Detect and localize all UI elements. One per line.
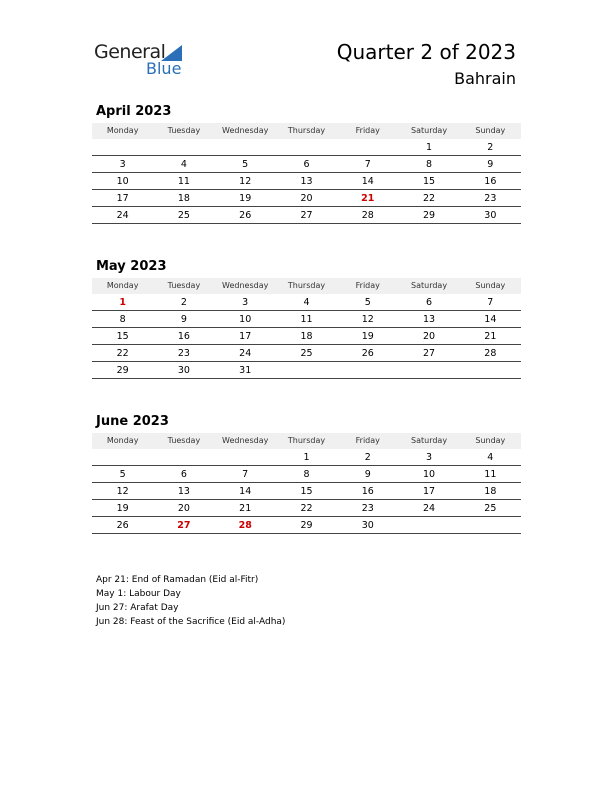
day-cell: 6 <box>303 159 310 170</box>
week-row <box>92 345 521 362</box>
day-cell: 23 <box>484 193 497 204</box>
day-cell: 19 <box>116 503 129 514</box>
day-cell: 19 <box>361 331 374 342</box>
holiday-notes <box>96 573 285 629</box>
day-cell: 3 <box>426 452 433 463</box>
day-cell <box>398 362 459 378</box>
day-cell: 23 <box>361 503 374 514</box>
month-title: May 2023 <box>96 259 167 274</box>
day-cell: 26 <box>361 348 374 359</box>
week-row <box>92 517 521 534</box>
day-cell: 14 <box>484 314 497 325</box>
day-cell: 15 <box>116 331 129 342</box>
day-cell: 12 <box>116 486 129 497</box>
month-title: April 2023 <box>96 104 172 119</box>
weekday-label: Thursday <box>287 436 326 445</box>
day-cell: 6 <box>426 297 433 308</box>
day-cell: 5 <box>242 159 249 170</box>
holiday-note: Jun 28: Feast of the Sacrifice (Eid al-Adha) <box>96 617 286 627</box>
day-cell: 13 <box>423 314 436 325</box>
day-cell: 15 <box>423 176 436 187</box>
page-title: Quarter 2 of 2023 <box>336 40 516 64</box>
day-cell: 25 <box>484 503 497 514</box>
month-april <box>92 103 521 224</box>
day-cell: 30 <box>484 210 497 221</box>
weekday-label: Tuesday <box>167 436 201 445</box>
day-cell: 18 <box>177 193 190 204</box>
day-cell: 3 <box>242 297 249 308</box>
day-cell <box>92 449 153 465</box>
day-cell: 17 <box>116 193 129 204</box>
day-cell: 21 <box>484 331 497 342</box>
week-row <box>92 156 521 173</box>
weekday-header-row <box>92 123 521 139</box>
weekday-label: Wednesday <box>222 436 269 445</box>
month-may <box>92 258 521 379</box>
week-row <box>92 311 521 328</box>
weekday-label: Wednesday <box>222 126 269 135</box>
day-cell: 22 <box>423 193 436 204</box>
day-cell <box>460 517 521 533</box>
weekday-label: Sunday <box>475 281 506 290</box>
day-cell: 25 <box>177 210 190 221</box>
day-cell: 15 <box>300 486 313 497</box>
day-cell: 7 <box>242 469 249 480</box>
weekday-label: Tuesday <box>167 126 201 135</box>
week-row <box>92 207 521 224</box>
logo-general-text: General <box>94 41 166 63</box>
day-cell: 28 <box>361 210 374 221</box>
weekday-label: Sunday <box>475 126 506 135</box>
day-cell: 27 <box>300 210 313 221</box>
month-title: June 2023 <box>96 414 169 429</box>
day-cell: 6 <box>180 469 187 480</box>
day-cell: 2 <box>364 452 371 463</box>
day-cell <box>398 517 459 533</box>
day-cell: 21 <box>239 503 252 514</box>
day-cell: 11 <box>484 469 497 480</box>
week-row <box>92 139 521 156</box>
day-cell: 16 <box>361 486 374 497</box>
week-row <box>92 173 521 190</box>
country-name: Bahrain <box>454 69 516 88</box>
day-cell: 13 <box>177 486 190 497</box>
day-cell <box>92 139 153 155</box>
day-cell: 10 <box>239 314 252 325</box>
day-cell <box>337 139 398 155</box>
day-cell <box>153 139 214 155</box>
holiday-note: Apr 21: End of Ramadan (Eid al-Fitr) <box>96 575 259 585</box>
day-cell: 21 <box>361 193 375 204</box>
day-cell: 8 <box>303 469 310 480</box>
day-cell: 30 <box>361 520 374 531</box>
weekday-label: Wednesday <box>222 281 269 290</box>
day-cell <box>153 449 214 465</box>
day-cell: 24 <box>239 348 252 359</box>
weekday-label: Thursday <box>287 281 326 290</box>
weekday-label: Saturday <box>411 281 448 290</box>
day-cell: 23 <box>177 348 190 359</box>
day-cell <box>460 362 521 378</box>
day-cell: 9 <box>364 469 371 480</box>
day-cell: 8 <box>119 314 126 325</box>
generalblue-logo <box>94 41 194 79</box>
weekday-header-row <box>92 278 521 294</box>
weekday-label: Tuesday <box>167 281 201 290</box>
weekday-label: Monday <box>106 281 139 290</box>
day-cell: 18 <box>300 331 313 342</box>
holiday-note: May 1: Labour Day <box>96 589 181 599</box>
day-cell: 4 <box>487 452 494 463</box>
day-cell <box>337 362 398 378</box>
day-cell: 20 <box>300 193 313 204</box>
day-cell: 9 <box>487 159 494 170</box>
day-cell: 19 <box>239 193 252 204</box>
day-cell: 2 <box>180 297 187 308</box>
day-cell: 12 <box>361 314 374 325</box>
day-cell: 20 <box>423 331 436 342</box>
day-cell <box>276 362 337 378</box>
weekday-label: Friday <box>355 436 380 445</box>
week-row <box>92 483 521 500</box>
day-cell: 4 <box>180 159 187 170</box>
week-row <box>92 328 521 345</box>
day-cell: 26 <box>239 210 252 221</box>
day-cell: 3 <box>119 159 126 170</box>
weekday-header-row <box>92 433 521 449</box>
week-row <box>92 190 521 207</box>
day-cell: 2 <box>487 142 494 153</box>
day-cell: 28 <box>238 520 252 531</box>
day-cell: 25 <box>300 348 313 359</box>
day-cell: 8 <box>426 159 433 170</box>
day-cell: 14 <box>361 176 374 187</box>
day-cell: 5 <box>364 297 371 308</box>
day-cell: 27 <box>423 348 436 359</box>
day-cell: 29 <box>423 210 436 221</box>
day-cell: 7 <box>364 159 371 170</box>
day-cell: 11 <box>300 314 313 325</box>
day-cell: 31 <box>239 365 252 376</box>
day-cell: 27 <box>177 520 191 531</box>
day-cell: 17 <box>239 331 252 342</box>
day-cell: 20 <box>177 503 190 514</box>
holiday-note: Jun 27: Arafat Day <box>96 603 179 613</box>
weekday-label: Friday <box>355 126 380 135</box>
day-cell: 17 <box>423 486 436 497</box>
week-row <box>92 466 521 483</box>
day-cell: 26 <box>116 520 129 531</box>
day-cell <box>215 449 276 465</box>
day-cell: 22 <box>116 348 129 359</box>
day-cell: 1 <box>303 452 310 463</box>
day-cell: 30 <box>177 365 190 376</box>
day-cell: 22 <box>300 503 313 514</box>
weekday-label: Saturday <box>411 436 448 445</box>
week-row <box>92 449 521 466</box>
weekday-label: Monday <box>106 436 139 445</box>
day-cell <box>215 139 276 155</box>
weekday-label: Saturday <box>411 126 448 135</box>
day-cell: 16 <box>177 331 190 342</box>
day-cell: 28 <box>484 348 497 359</box>
month-june <box>92 413 521 534</box>
day-cell: 16 <box>484 176 497 187</box>
weekday-label: Thursday <box>287 126 326 135</box>
day-cell: 10 <box>423 469 436 480</box>
day-cell: 14 <box>239 486 252 497</box>
day-cell: 29 <box>300 520 313 531</box>
day-cell: 4 <box>303 297 310 308</box>
day-cell <box>276 139 337 155</box>
day-cell: 24 <box>423 503 436 514</box>
day-cell: 18 <box>484 486 497 497</box>
day-cell: 10 <box>116 176 129 187</box>
weekday-label: Friday <box>355 281 380 290</box>
day-cell: 24 <box>116 210 129 221</box>
day-cell: 1 <box>119 297 126 308</box>
day-cell: 29 <box>116 365 129 376</box>
day-cell: 12 <box>239 176 252 187</box>
day-cell: 1 <box>426 142 433 153</box>
week-row <box>92 500 521 517</box>
week-row <box>92 294 521 311</box>
logo-blue-text: Blue <box>146 59 182 78</box>
weekday-label: Sunday <box>475 436 506 445</box>
week-row <box>92 362 521 379</box>
day-cell: 9 <box>180 314 187 325</box>
day-cell: 13 <box>300 176 313 187</box>
day-cell: 5 <box>119 469 126 480</box>
day-cell: 7 <box>487 297 494 308</box>
weekday-label: Monday <box>106 126 139 135</box>
day-cell: 11 <box>177 176 190 187</box>
